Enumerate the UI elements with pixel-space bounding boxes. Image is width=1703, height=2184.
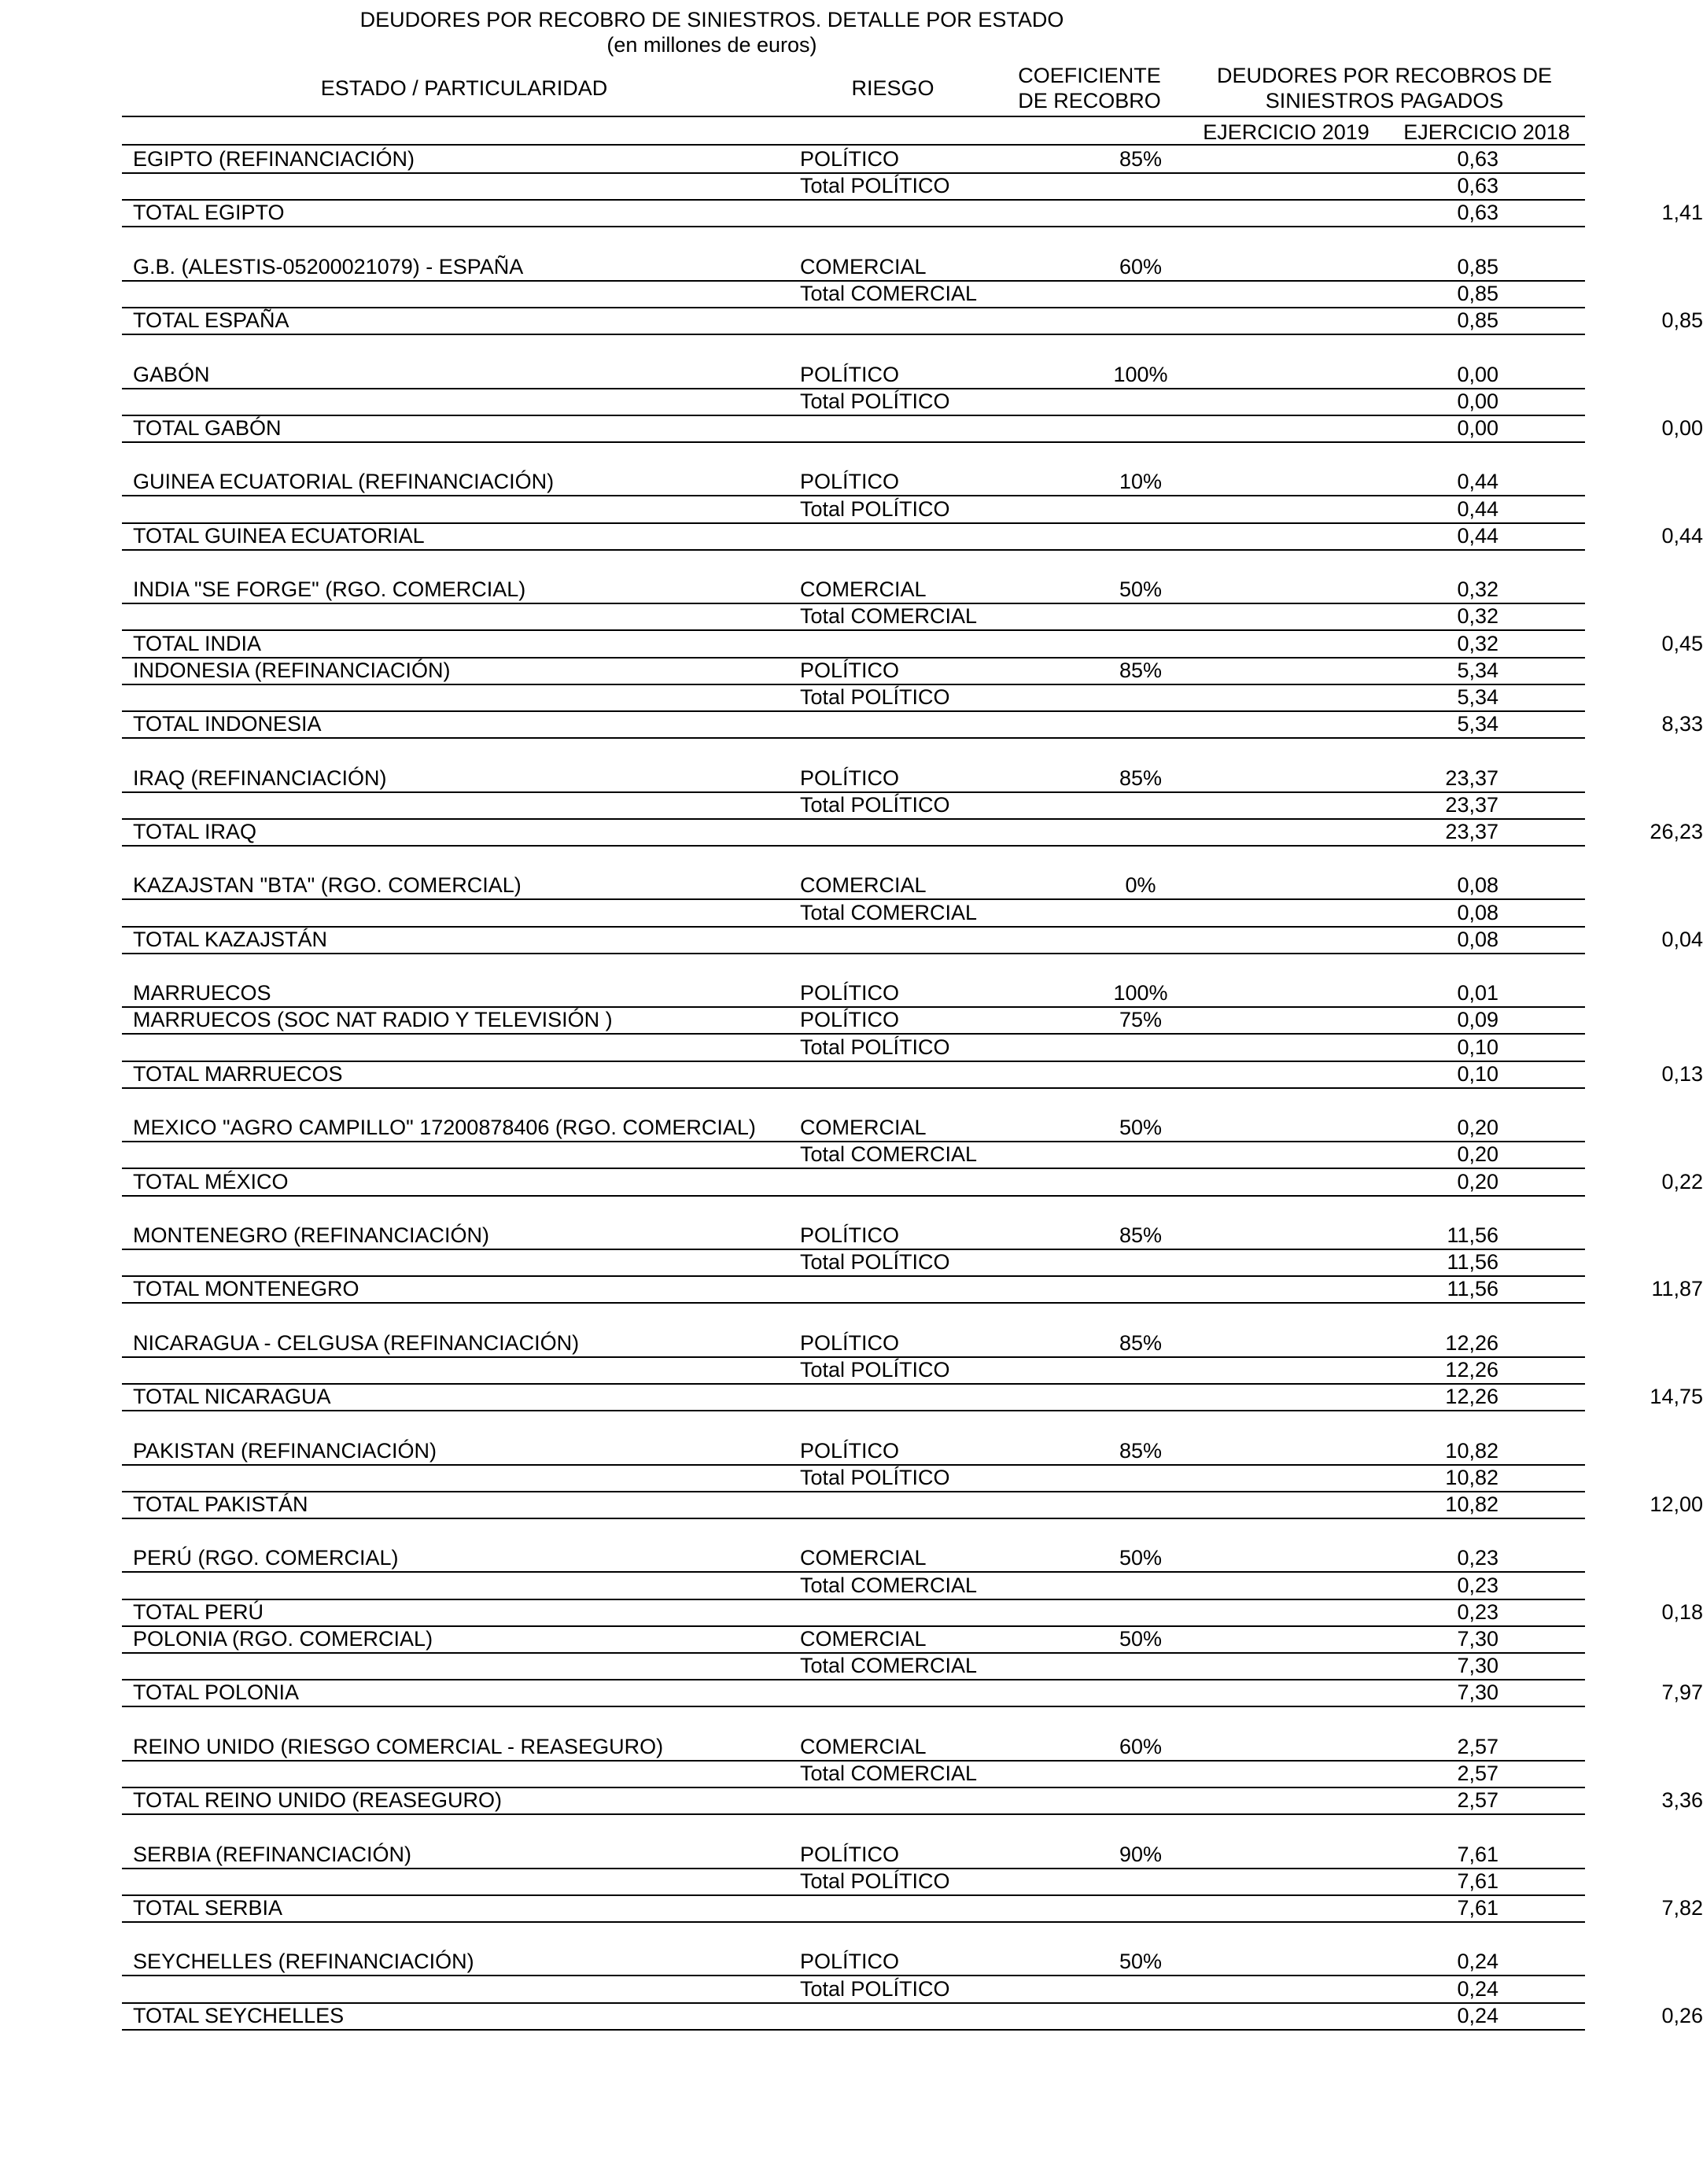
- cell-e2019: 0,63: [1457, 147, 1498, 171]
- cell-coef: 85%: [1119, 1439, 1163, 1463]
- cell-e2019: 2,57: [1457, 1762, 1498, 1785]
- cell-coef: 85%: [1119, 766, 1163, 790]
- cell-riesgo: Total POLÍTICO: [800, 793, 950, 817]
- cell-riesgo: Total POLÍTICO: [800, 1250, 950, 1274]
- table-row: [122, 1544, 1585, 1573]
- table-row: [122, 576, 1585, 604]
- spacer-row: [122, 334, 1585, 360]
- subtotal-row: [122, 1760, 1585, 1788]
- cell-estado: MARRUECOS: [133, 981, 271, 1005]
- subtotal-row: [122, 280, 1585, 308]
- total-row: [122, 415, 1703, 443]
- cell-riesgo: POLÍTICO: [800, 1008, 900, 1031]
- cell-e2019: 10,82: [1445, 1439, 1498, 1463]
- cell-estado: TOTAL INDIA: [133, 632, 262, 655]
- total-row: [122, 2002, 1703, 2031]
- cell-e2018: 1,41: [1661, 201, 1703, 224]
- header-coeficiente-line1: COEFICIENTE: [1018, 64, 1161, 87]
- cell-e2019: 0,24: [1457, 1977, 1498, 2001]
- cell-coef: 60%: [1119, 1735, 1163, 1758]
- cell-e2019: 0,85: [1457, 255, 1498, 279]
- cell-e2019: 0,09: [1457, 1008, 1498, 1031]
- cell-riesgo: POLÍTICO: [800, 659, 900, 682]
- cell-coef: 50%: [1119, 1116, 1163, 1139]
- cell-riesgo: COMERCIAL: [800, 255, 927, 279]
- cell-e2019: 0,20: [1457, 1170, 1498, 1193]
- cell-e2019: 0,00: [1457, 416, 1498, 440]
- cell-riesgo: Total POLÍTICO: [800, 1358, 950, 1382]
- cell-riesgo: Total COMERCIAL: [800, 1762, 978, 1785]
- cell-coef: 50%: [1119, 1627, 1163, 1651]
- cell-coef: 90%: [1119, 1843, 1163, 1866]
- cell-coef: 75%: [1119, 1008, 1163, 1031]
- cell-estado: TOTAL IRAQ: [133, 820, 257, 843]
- cell-e2019: 0,01: [1457, 981, 1498, 1005]
- total-row: [122, 1679, 1703, 1707]
- cell-riesgo: POLÍTICO: [800, 1331, 900, 1355]
- cell-e2019: 7,61: [1457, 1869, 1498, 1893]
- cell-e2019: 5,34: [1457, 659, 1498, 682]
- spacer-row: [122, 1706, 1585, 1733]
- cell-estado: TOTAL ESPAÑA: [133, 308, 289, 332]
- subtotal-row: [122, 791, 1585, 820]
- cell-e2019: 0,23: [1457, 1573, 1498, 1597]
- cell-e2019: 7,30: [1457, 1654, 1498, 1677]
- cell-e2019: 23,37: [1445, 793, 1498, 817]
- table-row: [122, 253, 1585, 282]
- cell-estado: TOTAL POLONIA: [133, 1680, 300, 1704]
- header-deudores-line2: SINIESTROS PAGADOS: [1265, 89, 1504, 113]
- cell-riesgo: COMERCIAL: [800, 577, 927, 601]
- total-row: [122, 1168, 1703, 1197]
- cell-riesgo: Total POLÍTICO: [800, 1466, 950, 1489]
- cell-e2019: 11,56: [1447, 1223, 1498, 1247]
- cell-e2019: 23,37: [1445, 766, 1498, 790]
- cell-coef: 0%: [1125, 873, 1156, 897]
- cell-riesgo: POLÍTICO: [800, 470, 900, 493]
- subtotal-row: [122, 388, 1585, 416]
- spacer-row: [122, 1518, 1585, 1544]
- total-row: [122, 1383, 1703, 1411]
- cell-estado: TOTAL MONTENEGRO: [133, 1277, 359, 1300]
- total-row: [122, 630, 1703, 659]
- cell-riesgo: POLÍTICO: [800, 363, 900, 386]
- cell-estado: TOTAL GUINEA ECUATORIAL: [133, 524, 425, 548]
- subtotal-row: [122, 1034, 1585, 1062]
- cell-e2018: 14,75: [1650, 1385, 1703, 1408]
- subtotal-row: [122, 1356, 1585, 1385]
- cell-riesgo: POLÍTICO: [800, 766, 900, 790]
- cell-e2019: 0,10: [1457, 1062, 1498, 1086]
- table-row: [122, 1006, 1585, 1035]
- cell-coef: 85%: [1119, 1223, 1163, 1247]
- total-row: [122, 199, 1703, 227]
- total-row: [122, 307, 1703, 335]
- table-row: [122, 765, 1585, 793]
- cell-estado: IRAQ (REFINANCIACIÓN): [133, 766, 387, 790]
- subtotal-row: [122, 1249, 1585, 1277]
- total-row: [122, 926, 1703, 954]
- cell-estado: TOTAL KAZAJSTÁN: [133, 928, 328, 951]
- cell-e2019: 23,37: [1445, 820, 1498, 843]
- cell-coef: 85%: [1119, 1331, 1163, 1355]
- table-row: [122, 1733, 1585, 1762]
- cell-e2018: 7,82: [1661, 1896, 1703, 1920]
- cell-e2019: 0,00: [1457, 389, 1498, 413]
- cell-e2019: 12,26: [1445, 1385, 1498, 1408]
- subtotal-row: [122, 1652, 1585, 1680]
- cell-riesgo: Total POLÍTICO: [800, 497, 950, 521]
- cell-estado: PERÚ (RGO. COMERCIAL): [133, 1546, 399, 1570]
- document-subtitle: (en millones de euros): [606, 33, 817, 57]
- cell-e2018: 0,00: [1661, 416, 1703, 440]
- cell-estado: SERBIA (REFINANCIACIÓN): [133, 1843, 412, 1866]
- cell-riesgo: Total COMERCIAL: [800, 1654, 978, 1677]
- total-row: [122, 1787, 1703, 1815]
- cell-estado: POLONIA (RGO. COMERCIAL): [133, 1627, 433, 1651]
- spacer-row: [122, 1087, 1585, 1114]
- cell-riesgo: Total COMERCIAL: [800, 604, 978, 628]
- table-row: [122, 1625, 1585, 1654]
- cell-e2019: 0,24: [1457, 2004, 1498, 2027]
- cell-coef: 50%: [1119, 577, 1163, 601]
- cell-e2018: 7,97: [1661, 1680, 1703, 1704]
- header-ejercicio-2018: EJERCICIO 2018: [1403, 120, 1570, 144]
- subtotal-row: [122, 1868, 1585, 1896]
- spacer-row: [122, 1303, 1585, 1330]
- spacer-row: [122, 1921, 1585, 1948]
- cell-e2018: 0,45: [1661, 632, 1703, 655]
- cell-e2018: 0,26: [1661, 2004, 1703, 2027]
- spacer-row: [122, 1195, 1585, 1222]
- cell-riesgo: POLÍTICO: [800, 981, 900, 1005]
- cell-estado: TOTAL MÉXICO: [133, 1170, 289, 1193]
- table-row: [122, 146, 1585, 174]
- subtotal-row: [122, 1976, 1585, 2004]
- cell-estado: GUINEA ECUATORIAL (REFINANCIACIÓN): [133, 470, 555, 493]
- cell-estado: TOTAL SERBIA: [133, 1896, 283, 1920]
- cell-e2018: 0,18: [1661, 1600, 1703, 1624]
- cell-e2018: 11,87: [1651, 1277, 1703, 1300]
- cell-coef: 85%: [1119, 659, 1163, 682]
- header-estado: ESTADO / PARTICULARIDAD: [320, 76, 608, 100]
- cell-e2019: 2,57: [1457, 1788, 1498, 1812]
- cell-estado: TOTAL REINO UNIDO (REASEGURO): [133, 1788, 503, 1812]
- cell-e2019: 0,32: [1457, 577, 1498, 601]
- cell-e2019: 5,34: [1457, 712, 1498, 736]
- table-row: [122, 361, 1585, 389]
- cell-e2019: 0,63: [1457, 201, 1498, 224]
- table-row: [122, 1222, 1585, 1250]
- cell-estado: INDIA "SE FORGE" (RGO. COMERCIAL): [133, 577, 526, 601]
- cell-e2019: 0,32: [1457, 604, 1498, 628]
- cell-riesgo: POLÍTICO: [800, 1439, 900, 1463]
- cell-riesgo: POLÍTICO: [800, 1950, 900, 1973]
- cell-estado: MARRUECOS (SOC NAT RADIO Y TELEVISIÓN ): [133, 1008, 613, 1031]
- cell-e2019: 7,30: [1457, 1680, 1498, 1704]
- cell-estado: TOTAL SEYCHELLES: [133, 2004, 345, 2027]
- document-title: DEUDORES POR RECOBRO DE SINIESTROS. DETALLE POR ESTADO: [359, 8, 1064, 31]
- cell-coef: 50%: [1119, 1546, 1163, 1570]
- cell-riesgo: Total POLÍTICO: [800, 174, 950, 197]
- cell-estado: TOTAL GABÓN: [133, 416, 282, 440]
- total-row: [122, 1275, 1703, 1304]
- cell-coef: 100%: [1113, 981, 1168, 1005]
- cell-riesgo: COMERCIAL: [800, 873, 927, 897]
- total-row: [122, 1061, 1703, 1089]
- cell-estado: GABÓN: [133, 363, 210, 386]
- cell-estado: MEXICO "AGRO CAMPILLO" 17200878406 (RGO. COMERCIAL): [133, 1116, 756, 1139]
- spacer-row: [122, 441, 1585, 468]
- cell-estado: TOTAL INDONESIA: [133, 712, 322, 736]
- table-row: [122, 1330, 1585, 1358]
- subtotal-row: [122, 684, 1585, 712]
- subtotal-row: [122, 603, 1585, 631]
- header-deudores-line1: DEUDORES POR RECOBROS DE: [1216, 64, 1553, 87]
- total-row: [122, 522, 1703, 551]
- cell-riesgo: Total COMERCIAL: [800, 901, 978, 924]
- total-row: [122, 1894, 1703, 1923]
- cell-riesgo: COMERCIAL: [800, 1546, 927, 1570]
- cell-coef: 100%: [1113, 363, 1168, 386]
- cell-e2019: 0,23: [1457, 1600, 1498, 1624]
- cell-riesgo: Total POLÍTICO: [800, 1977, 950, 2001]
- spacer-row: [122, 953, 1585, 979]
- spacer-row: [122, 1410, 1585, 1437]
- total-row: [122, 710, 1703, 739]
- header-ejercicio-2019: EJERCICIO 2019: [1203, 120, 1369, 144]
- subtotal-row: [122, 1572, 1585, 1600]
- cell-riesgo: COMERCIAL: [800, 1627, 927, 1651]
- cell-estado: TOTAL NICARAGUA: [133, 1385, 331, 1408]
- cell-e2018: 12,00: [1650, 1492, 1703, 1516]
- cell-riesgo: Total COMERCIAL: [800, 1142, 978, 1166]
- cell-e2019: 11,56: [1447, 1250, 1498, 1274]
- cell-e2018: 0,44: [1661, 524, 1703, 548]
- cell-e2018: 0,13: [1661, 1062, 1703, 1086]
- cell-e2019: 0,32: [1457, 632, 1498, 655]
- total-row: [122, 818, 1703, 847]
- subtotal-row: [122, 496, 1585, 524]
- cell-riesgo: POLÍTICO: [800, 147, 900, 171]
- cell-estado: PAKISTAN (REFINANCIACIÓN): [133, 1439, 437, 1463]
- table-row: [122, 979, 1585, 1008]
- spacer-row: [122, 549, 1585, 576]
- spacer-row: [122, 737, 1585, 764]
- cell-e2019: 12,26: [1445, 1331, 1498, 1355]
- cell-e2019: 10,82: [1445, 1466, 1498, 1489]
- cell-e2018: 3,36: [1661, 1788, 1703, 1812]
- cell-e2019: 7,61: [1457, 1843, 1498, 1866]
- cell-riesgo: Total COMERCIAL: [800, 1573, 978, 1597]
- header-coeficiente-line2: DE RECOBRO: [1018, 89, 1161, 113]
- cell-e2019: 0,85: [1457, 282, 1498, 305]
- cell-coef: 10%: [1119, 470, 1163, 493]
- cell-estado: MONTENEGRO (REFINANCIACIÓN): [133, 1223, 490, 1247]
- cell-estado: KAZAJSTAN "BTA" (RGO. COMERCIAL): [133, 873, 522, 897]
- spacer-row: [122, 1813, 1585, 1840]
- cell-riesgo: COMERCIAL: [800, 1735, 927, 1758]
- subtotal-row: [122, 1141, 1585, 1169]
- cell-e2019: 0,44: [1457, 497, 1498, 521]
- cell-e2019: 2,57: [1457, 1735, 1498, 1758]
- cell-coef: 85%: [1119, 147, 1163, 171]
- table-row: [122, 1841, 1585, 1869]
- cell-e2019: 0,63: [1457, 174, 1498, 197]
- cell-e2018: 26,23: [1650, 820, 1703, 843]
- cell-estado: G.B. (ALESTIS-05200021079) - ESPAÑA: [133, 255, 524, 279]
- cell-e2019: 0,00: [1457, 363, 1498, 386]
- cell-e2019: 0,10: [1457, 1035, 1498, 1059]
- cell-e2019: 11,56: [1447, 1277, 1498, 1300]
- cell-e2019: 0,44: [1457, 524, 1498, 548]
- cell-estado: EGIPTO (REFINANCIACIÓN): [133, 147, 415, 171]
- cell-riesgo: Total POLÍTICO: [800, 1035, 950, 1059]
- cell-e2019: 0,20: [1457, 1116, 1498, 1139]
- cell-coef: 60%: [1119, 255, 1163, 279]
- cell-e2019: 0,44: [1457, 470, 1498, 493]
- cell-e2019: 0,20: [1457, 1142, 1498, 1166]
- subtotal-row: [122, 172, 1585, 201]
- cell-e2019: 12,26: [1445, 1358, 1498, 1382]
- cell-riesgo: COMERCIAL: [800, 1116, 927, 1139]
- cell-e2019: 0,24: [1457, 1950, 1498, 1973]
- cell-e2019: 10,82: [1445, 1492, 1498, 1516]
- cell-e2018: 0,85: [1661, 308, 1703, 332]
- cell-riesgo: Total POLÍTICO: [800, 685, 950, 709]
- cell-estado: NICARAGUA - CELGUSA (REFINANCIACIÓN): [133, 1331, 580, 1355]
- cell-e2019: 7,61: [1457, 1896, 1498, 1920]
- total-row: [122, 1491, 1703, 1519]
- cell-estado: REINO UNIDO (RIESGO COMERCIAL - REASEGURO): [133, 1735, 664, 1758]
- cell-riesgo: POLÍTICO: [800, 1223, 900, 1247]
- cell-estado: INDONESIA (REFINANCIACIÓN): [133, 659, 451, 682]
- spacer-row: [122, 845, 1585, 872]
- cell-estado: SEYCHELLES (REFINANCIACIÓN): [133, 1950, 474, 1973]
- cell-e2018: 0,04: [1661, 928, 1703, 951]
- cell-riesgo: POLÍTICO: [800, 1843, 900, 1866]
- cell-e2019: 0,08: [1457, 873, 1498, 897]
- subtotal-row: [122, 899, 1585, 928]
- cell-coef: 50%: [1119, 1950, 1163, 1973]
- header-riesgo: RIESGO: [851, 76, 934, 100]
- spacer-row: [122, 227, 1585, 253]
- cell-e2019: 7,30: [1457, 1627, 1498, 1651]
- cell-e2019: 0,23: [1457, 1546, 1498, 1570]
- total-row: [122, 1599, 1703, 1627]
- cell-e2019: 0,08: [1457, 928, 1498, 951]
- cell-estado: TOTAL EGIPTO: [133, 201, 285, 224]
- cell-estado: TOTAL PAKISTÁN: [133, 1492, 308, 1516]
- cell-riesgo: Total COMERCIAL: [800, 282, 978, 305]
- cell-e2019: 0,85: [1457, 308, 1498, 332]
- cell-riesgo: Total POLÍTICO: [800, 1869, 950, 1893]
- table-row: [122, 468, 1585, 496]
- table-row: [122, 1948, 1585, 1976]
- cell-e2019: 0,08: [1457, 901, 1498, 924]
- table-row: [122, 1114, 1585, 1142]
- cell-estado: TOTAL PERÚ: [133, 1600, 264, 1624]
- cell-riesgo: Total POLÍTICO: [800, 389, 950, 413]
- table-row: [122, 1437, 1585, 1466]
- cell-e2019: 5,34: [1457, 685, 1498, 709]
- cell-e2018: 0,22: [1661, 1170, 1703, 1193]
- cell-estado: TOTAL MARRUECOS: [133, 1062, 343, 1086]
- subtotal-row: [122, 1464, 1585, 1492]
- table-row: [122, 872, 1585, 900]
- table-row: [122, 657, 1585, 685]
- cell-e2018: 8,33: [1661, 712, 1703, 736]
